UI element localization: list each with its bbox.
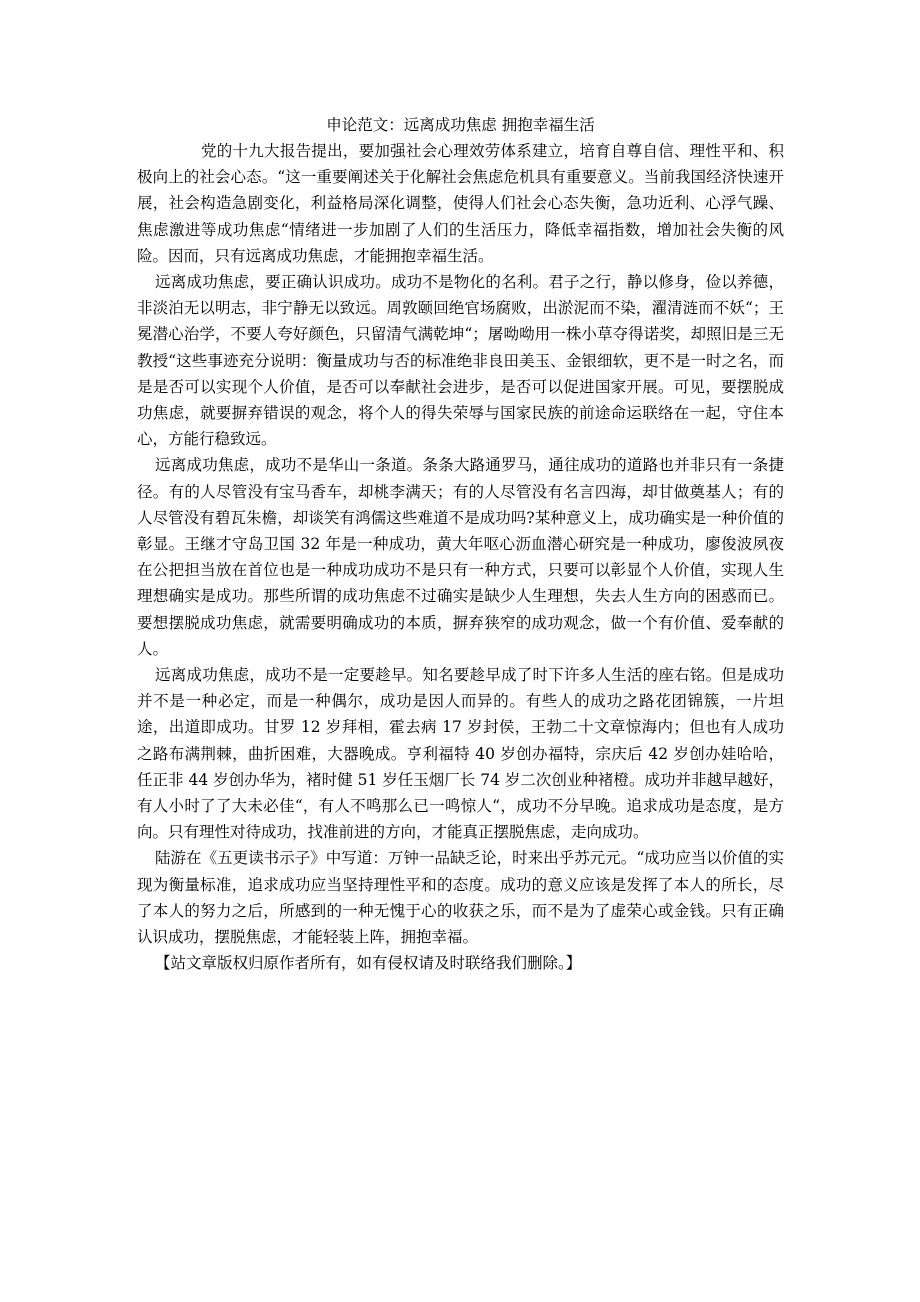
paragraph-intro: 党的十九大报告提出，要加强社会心理效劳体系建立，培育自尊自信、理性平和、积极向上的社会心态。“这一重要阐述关于化解社会焦虑危机具有重要意义。当前我国经济快速开展，社会构造急剧变化，利益格局深化调整，使得人们社会心态失衡，急功近利、心浮气躁、焦虑激进等成功焦虑“情绪进一步加剧了人们的生活压力，降低幸福指数，增加社会失衡的风险。因而，只有远离成功焦虑，才能拥抱幸福生活。 — [137, 142, 784, 265]
paragraph-understand-success: 远离成功焦虑，要正确认识成功。成功不是物化的名利。君子之行，静以修身，俭以养德，非淡泊无以明志，非宁静无以致远。周敦颐回绝官场腐败，出淤泥而不染，濯清涟而不妖“；王冕潜心治学，不要人夸好颜色，只留清气满乾坤“；屠呦呦用一株小草夺得诺奖，却照旧是三无教授“这些事迹充分说明：衡量成功与否的标准绝非良田美玉、金银细软，更不是一时之名，而是是否可以实现个人价值，是否可以奉献社会进步，是否可以促进国家开展。可见，要摆脱成功焦虑，就要摒弃错误的观念，将个人的得失荣辱与国家民族的前途命运联络在一起，守住本心，方能行稳致远。 — [137, 273, 784, 449]
copyright-note: 【站文章版权归原作者所有，如有侵权请及时联络我们删除。】 — [155, 954, 582, 973]
document-page — [137, 112, 784, 977]
document-title: 申论范文：远离成功焦虑 拥抱幸福生活 — [326, 116, 595, 134]
paragraph-not-early: 远离成功焦虑，成功不是一定要趁早。知名要趁早成了时下许多人生活的座右铭。但是成功并不是一种必定，而是一种偶尔，成功是因人而异的。有些人的成功之路花团锦簇，一片坦途，出道即成功。甘罗 12 岁拜相，霍去病 17 岁封侯，王勃二十文章惊海内；但也有人成功之路布满荆棘，曲折困难，大器晚成。亨利福特 40 岁创办福特，宗庆后 42 岁创办娃哈哈，任正非 44 岁创办华为，褚时健 51 岁任玉烟厂长 74 岁二次创业种褚橙。成功并非越早越好，有人小时了了大未必佳“，有人不鸣那么已一鸣惊人“，成功不分早晚。追求成功是态度，是方向。只有理性对待成功，找准前进的方向，才能真正摆脱焦虑，走向成功。 — [137, 666, 784, 842]
paragraph-many-paths: 远离成功焦虑，成功不是华山一条道。条条大路通罗马，通往成功的道路也并非只有一条捷径。有的人尽管没有宝马香车，却桃李满天；有的人尽管没有名言四海，却甘做奠基人；有的人尽管没有碧瓦朱檐，却谈笑有鸿儒这些难道不是成功吗?某种意义上，成功确实是一种价值的彰显。王继才守岛卫国 32 年是一种成功，黄大年呕心沥血潜心研究是一种成功，廖俊波夙夜在公把担当放在首位也是一种成功成功不是只有一种方式，只要可以彰显个人价值，实现人生理想确实是成功。那些所谓的成功焦虑不过确实是缺少人生理想，失去人生方向的困惑而已。要想摆脱成功焦虑，就需要明确成功的本质，摒弃狭窄的成功观念，做一个有价值、爱奉献的人。 — [137, 456, 784, 658]
paragraph-conclusion: 陆游在《五更读书示子》中写道：万钟一品缺乏论，时来出乎苏元元。“成功应当以价值的实现为衡量标准，追求成功应当坚持理性平和的态度。成功的意义应该是发挥了本人的所长，尽了本人的努力之后，所感到的一种无愧于心的收获之乐，而不是为了虚荣心或金钱。只有正确认识成功，摆脱焦虑，才能轻装上阵，拥抱幸福。 — [137, 849, 784, 947]
